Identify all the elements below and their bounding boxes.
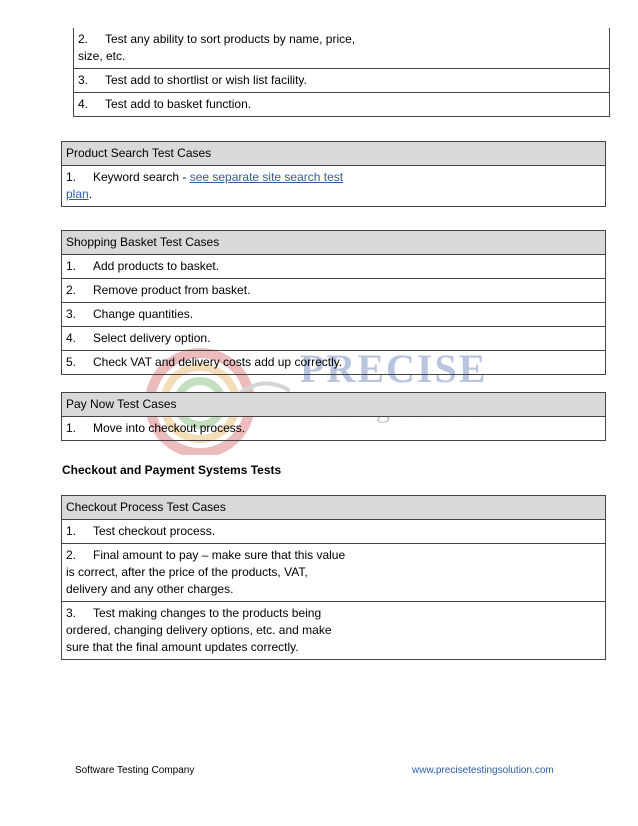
table-header: Shopping Basket Test Cases bbox=[62, 231, 606, 255]
section-title: Checkout and Payment Systems Tests bbox=[62, 463, 282, 477]
table-header-row bbox=[62, 393, 606, 417]
row-suffix: . bbox=[88, 187, 93, 201]
table-header-row bbox=[62, 231, 606, 255]
row-text: Move into checkout process. bbox=[93, 421, 246, 435]
watermark-title: PRECISE bbox=[300, 346, 488, 391]
row-text: Add products to basket. bbox=[93, 259, 220, 273]
row-number: 4. bbox=[78, 97, 89, 111]
row-number: 2. bbox=[78, 32, 89, 46]
product-search-table bbox=[61, 141, 606, 207]
table-header: Pay Now Test Cases bbox=[62, 393, 606, 417]
table-row bbox=[74, 28, 610, 69]
row-number: 3. bbox=[78, 73, 89, 87]
table-header: Product Search Test Cases bbox=[62, 142, 606, 166]
row-text: Check VAT and delivery costs add up correctly. bbox=[93, 355, 343, 369]
row-text-cont: is correct, after the price of the products, VAT, bbox=[66, 565, 308, 579]
row-text: Select delivery option. bbox=[93, 331, 211, 345]
row-text: Remove product from basket. bbox=[93, 283, 251, 297]
table-header: Checkout Process Test Cases bbox=[62, 496, 606, 520]
row-number: 1. bbox=[66, 524, 77, 538]
footer-website-link[interactable]: www.precisetestingsolution.com bbox=[412, 765, 554, 776]
row-text: Test checkout process. bbox=[93, 524, 216, 538]
table-row bbox=[62, 602, 606, 660]
row-number: 1. bbox=[66, 170, 77, 184]
site-search-plan-link[interactable]: see separate site search test bbox=[189, 170, 344, 184]
table-row bbox=[62, 327, 606, 351]
row-text: Test add to shortlist or wish list facility. bbox=[105, 73, 307, 87]
row-text-cont: sure that the final amount updates correctly. bbox=[66, 640, 299, 654]
table-row bbox=[74, 93, 610, 117]
row-text-cont: size, etc. bbox=[78, 49, 126, 63]
row-text-cont: ordered, changing delivery options, etc. and make bbox=[66, 623, 332, 637]
row-text: Change quantities. bbox=[93, 307, 194, 321]
shopping-basket-table bbox=[61, 230, 606, 375]
footer-left: Software Testing Company bbox=[75, 765, 195, 776]
row-number: 1. bbox=[66, 259, 77, 273]
table-row bbox=[62, 520, 606, 544]
table-header-row bbox=[62, 496, 606, 520]
table-row bbox=[62, 303, 606, 327]
row-text: Test making changes to the products being bbox=[93, 606, 322, 620]
row-number: 3. bbox=[66, 307, 77, 321]
table-header-row bbox=[62, 142, 606, 166]
row-text: Test any ability to sort products by name, price, bbox=[105, 32, 356, 46]
row-number: 5. bbox=[66, 355, 77, 369]
table-row bbox=[74, 69, 610, 93]
table-row bbox=[62, 544, 606, 602]
table-row bbox=[62, 166, 606, 207]
table-row bbox=[62, 279, 606, 303]
row-number: 2. bbox=[66, 548, 77, 562]
table-row bbox=[62, 255, 606, 279]
row-text: Final amount to pay – make sure that this value bbox=[93, 548, 346, 562]
row-text: Keyword search - bbox=[93, 170, 190, 184]
row-number: 3. bbox=[66, 606, 77, 620]
row-number: 2. bbox=[66, 283, 77, 297]
site-search-plan-link-cont[interactable]: plan bbox=[66, 187, 89, 201]
product-list-table bbox=[73, 28, 610, 117]
pay-now-table bbox=[61, 392, 606, 441]
row-text: Test add to basket function. bbox=[105, 97, 252, 111]
table-row bbox=[62, 351, 606, 375]
row-number: 4. bbox=[66, 331, 77, 345]
row-number: 1. bbox=[66, 421, 77, 435]
checkout-process-table bbox=[61, 495, 606, 660]
row-text-cont: delivery and any other charges. bbox=[66, 582, 234, 596]
table-row bbox=[62, 417, 606, 441]
